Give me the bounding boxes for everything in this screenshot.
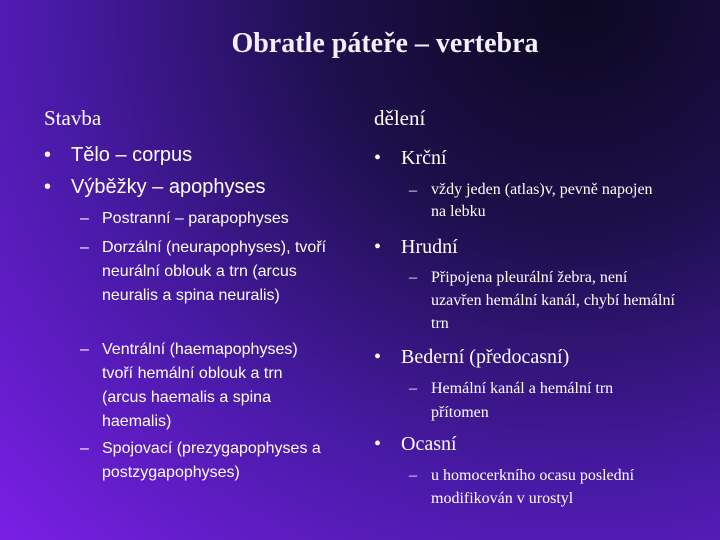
bullet-icon: • [374,346,382,368]
bullet-icon: • [374,433,382,455]
dash-icon: – [80,341,89,358]
right-subitem-text: Připojena pleurální žebra, není uzavřen hemální kanál, chybí hemální trn [431,269,675,332]
left-subitem-text: Spojovací (prezygapophyses a postzygapophyses) [102,440,321,481]
right-bullet-text: Bederní (předocasní) [401,346,570,368]
bullet-icon: • [44,176,52,198]
left-subitem-text: Dorzální (neurapophyses), tvoří neurální oblouk a trn (arcus neuralis a spina neuralis) [102,239,327,304]
right-bullet-text: Krční [401,147,447,169]
slide-title: Obratle páteře – vertebra [231,28,539,59]
left-bullet-text: Tělo – corpus [71,144,193,166]
dash-icon: – [409,182,417,199]
dash-icon: – [80,239,89,256]
right-subitem-text: u homocerkního ocasu poslední modifikován v urostyl [431,467,635,507]
left-subitem-text: Ventrální (haemapophyses) tvoří hemální oblouk a trn (arcus haemalis a spina haemalis) [102,341,298,430]
bullet-icon: • [44,144,52,166]
dash-icon: – [409,467,417,484]
dash-icon: – [80,440,89,457]
right-bullet-text: Ocasní [401,433,457,455]
bullet-icon: • [374,236,382,258]
dash-icon: – [409,269,417,286]
right-bullet-text: Hrudní [401,236,458,258]
left-column-heading: Stavba [44,106,102,130]
left-bullet-text: Výběžky – apophyses [71,176,266,198]
dash-icon: – [409,380,417,397]
right-subitem-text: vždy jeden (atlas)v, pevně napojen na lebku [431,181,653,220]
right-subitem-text: Hemální kanál a hemální trn přítomen [431,380,614,421]
dash-icon: – [80,210,89,227]
bullet-icon: • [374,147,382,169]
right-column-heading: dělení [374,106,426,130]
left-subitem-text: Postranní – parapophyses [102,210,289,227]
